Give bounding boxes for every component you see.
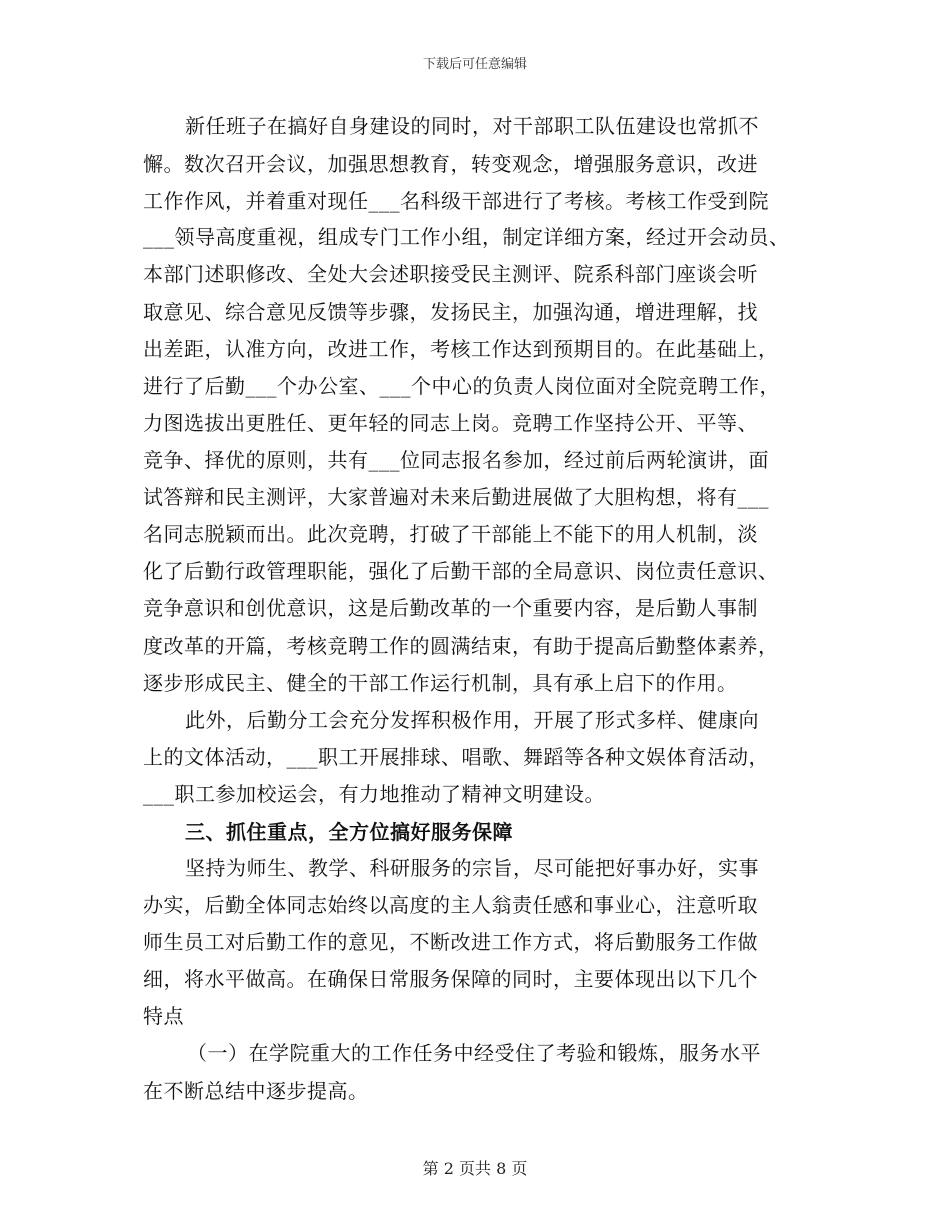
page-header: 下载后可任意编辑 [422, 57, 527, 72]
paragraph-line: 取意见、综合意见反馈等步骤，发扬民主，加强沟通，增进理解，找 [143, 300, 758, 324]
paragraph-line: 师生员工对后勤工作的意见，不断改进工作方式，将后勤服务工作做 [143, 930, 758, 954]
paragraph-line: 在不断总结中逐步提高。 [143, 1079, 369, 1103]
paragraph-line: ___职工参加校运会，有力地推动了精神文明建设。 [143, 782, 605, 806]
paragraph-line: 度改革的开篇，考核竞聘工作的圆满结束，有助于提高后勤整体素养， [143, 634, 779, 658]
paragraph-line: 出差距，认准方向，改进工作，考核工作达到预期目的。在此基础上， [143, 337, 779, 361]
paragraph-line: 竞争、择优的原则，共有___位同志报名参加，经过前后两轮演讲，面 [143, 448, 769, 472]
paragraph-line: 懈。数次召开会议，加强思想教育，转变观念，增强服务意识，改进 [143, 152, 758, 176]
paragraph-line: 工作作风，并着重对现任___名科级干部进行了考核。考核工作受到院 [143, 189, 769, 213]
paragraph-line: ___领导高度重视，组成专门工作小组，制定详细方案，经过开会动员、 [143, 225, 790, 249]
paragraph-line: 特点 [143, 1004, 184, 1028]
paragraph-line: 办实，后勤全体同志始终以高度的主人翁责任感和事业心，注意听取 [143, 893, 758, 917]
page-footer: 第 2 页共 8 页 [422, 1159, 528, 1178]
paragraph-line: 试答辩和民主测评，大家普遍对未来后勤进展做了大胆构想，将有___ [143, 485, 769, 509]
paragraph-line: 新任班子在搞好自身建设的同时，对干部职工队伍建设也常抓不 [185, 114, 759, 138]
paragraph-line: 化了后勤行政管理职能，强化了后勤干部的全局意识、岗位责任意识、 [143, 559, 779, 583]
paragraph-line: 坚持为师生、教学、科研服务的宗旨，尽可能把好事办好，实事 [185, 856, 759, 880]
section-heading: 三、抓住重点，全方位搞好服务保障 [185, 820, 513, 844]
paragraph-line: 进行了后勤___个办公室、___个中心的负责人岗位面对全院竞聘工作， [143, 374, 780, 398]
paragraph-line: 上的文体活动，___职工开展排球、唱歌、舞蹈等各种文娱体育活动， [143, 745, 769, 769]
paragraph-line: 力图选拔出更胜任、更年轻的同志上岗。竞聘工作坚持公开、平等、 [143, 411, 758, 435]
paragraph-line: 本部门述职修改、全处大会述职接受民主测评、院系科部门座谈会听 [143, 262, 758, 286]
paragraph-line: 逐步形成民主、健全的干部工作运行机制，具有承上启下的作用。 [143, 671, 738, 695]
paragraph-line: （一）在学院重大的工作任务中经受住了考验和锻炼，服务水平 [187, 1041, 761, 1065]
paragraph-line: 细，将水平做高。在确保日常服务保障的同时，主要体现出以下几个 [143, 967, 758, 991]
paragraph-line: 竞争意识和创优意识，这是后勤改革的一个重要内容，是后勤人事制 [143, 596, 758, 620]
paragraph-line: 此外，后勤分工会充分发挥积极作用，开展了形式多样、健康向 [185, 708, 759, 732]
paragraph-line: 名同志脱颖而出。此次竞聘，打破了干部能上不能下的用人机制，淡 [143, 522, 758, 546]
